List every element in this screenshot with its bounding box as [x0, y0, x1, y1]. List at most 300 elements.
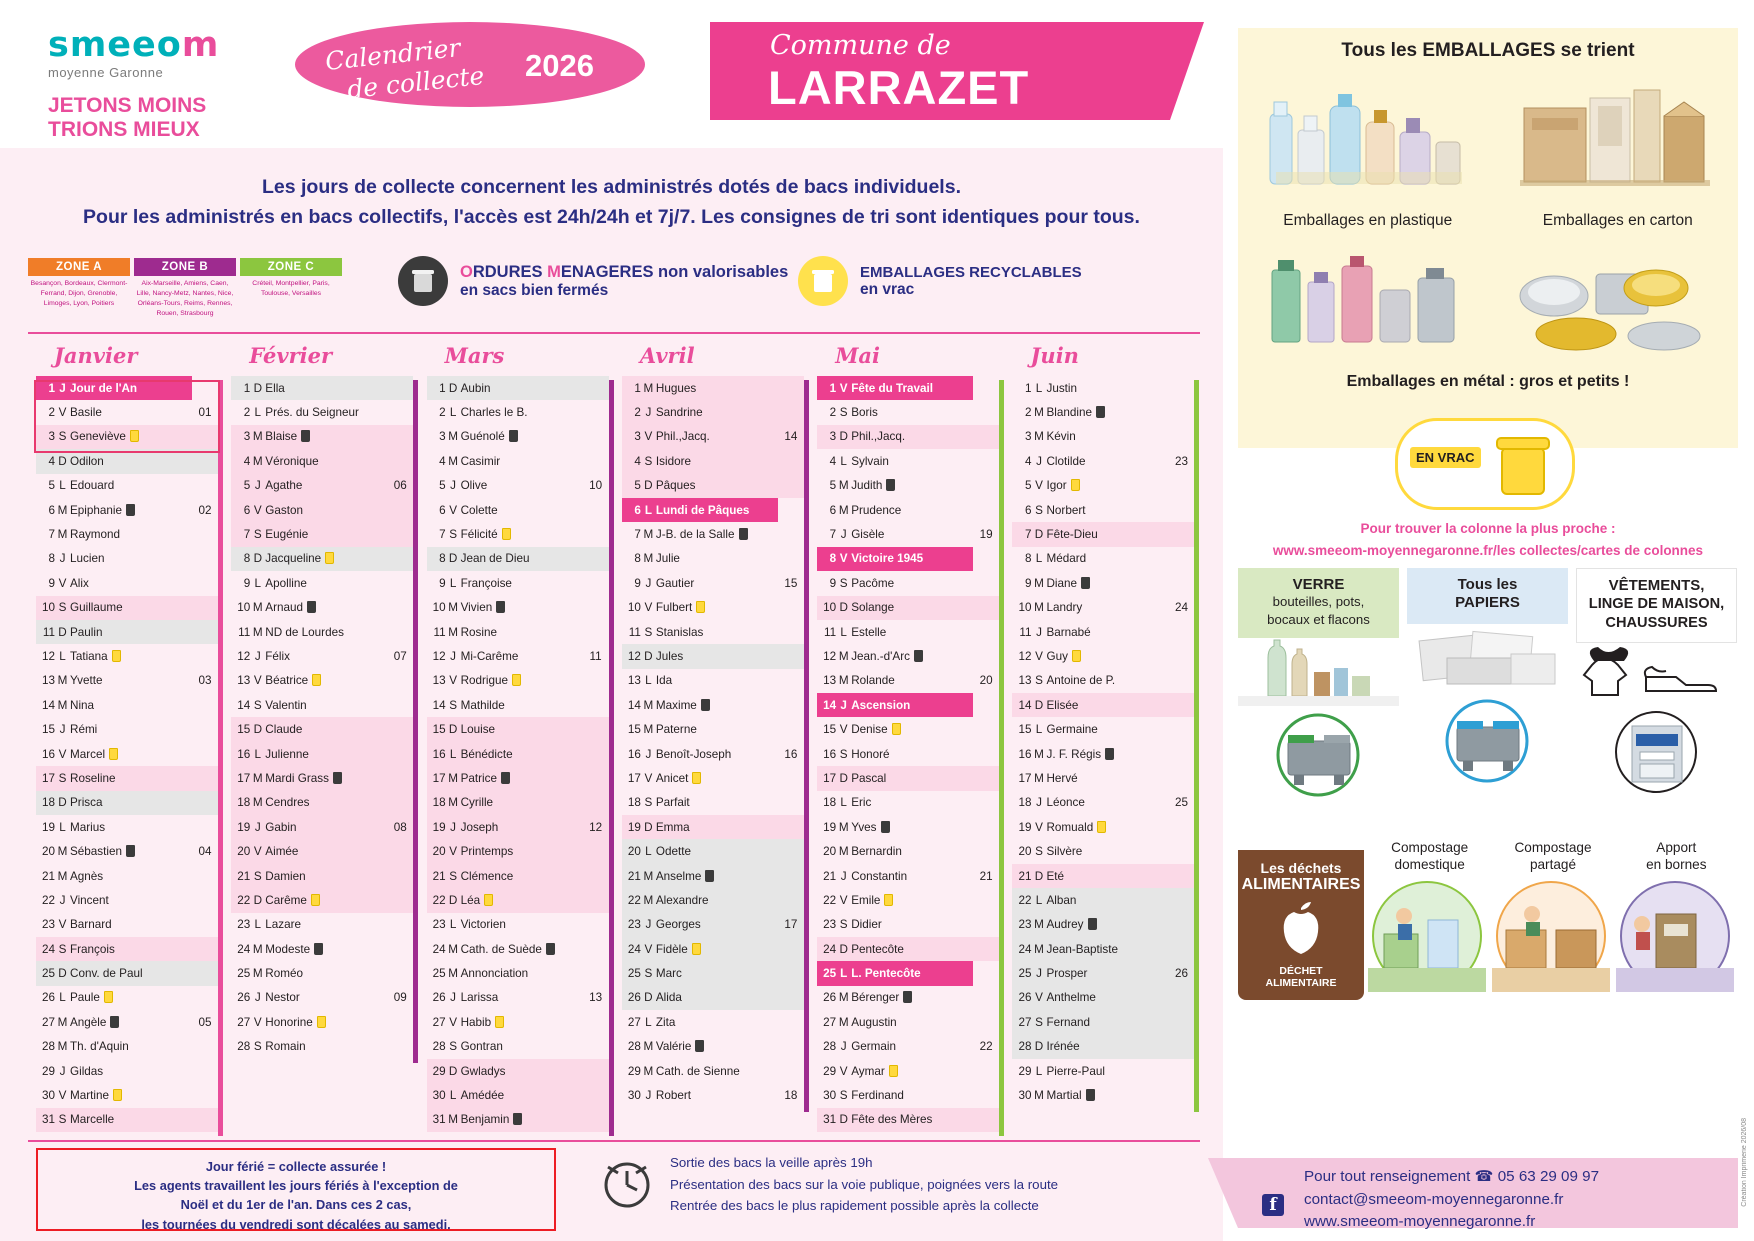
day-row[interactable] [622, 669, 804, 693]
day-letter: V [839, 1064, 848, 1078]
day-row[interactable] [622, 864, 804, 888]
day-saint-name [265, 839, 387, 863]
day-saint-name [1046, 693, 1168, 717]
day-letter: J [840, 869, 847, 883]
day-row[interactable] [36, 913, 218, 937]
day-row[interactable] [36, 888, 218, 912]
day-row[interactable] [817, 1108, 999, 1132]
black-bin-icon [1086, 1089, 1095, 1101]
day-row[interactable] [36, 791, 218, 815]
day-letter: V [1031, 986, 1046, 1010]
day-row[interactable] [1012, 376, 1194, 400]
day-row[interactable] [817, 937, 999, 961]
week-number [973, 376, 999, 400]
day-letter: L [1031, 888, 1046, 912]
day-row[interactable] [231, 1035, 413, 1059]
day-number: 22 [427, 888, 446, 912]
day-letter: J [641, 400, 656, 424]
day-number: 6 [231, 498, 250, 522]
day-row[interactable] [427, 400, 609, 424]
contact-web[interactable]: www.smeeom-moyennegaronne.fr [1304, 1213, 1536, 1230]
day-label: Roseline [70, 771, 116, 785]
card-papiers [1407, 568, 1568, 788]
day-label: Germaine [1046, 723, 1098, 737]
day-row[interactable] [817, 742, 999, 766]
day-row[interactable] [36, 474, 218, 498]
day-row[interactable] [36, 547, 218, 571]
day-row[interactable] [231, 376, 413, 400]
day-number: 14 [41, 698, 55, 712]
day-label: Hugues [655, 381, 697, 395]
day-row[interactable] [622, 693, 804, 717]
day-row[interactable] [231, 766, 413, 790]
day-row[interactable] [622, 571, 804, 595]
day-row[interactable] [36, 961, 218, 985]
day-row[interactable] [622, 986, 804, 1010]
day-row[interactable] [231, 742, 413, 766]
day-row[interactable] [231, 961, 413, 985]
contact-text [1238, 1158, 1738, 1234]
day-label: Casimir [460, 454, 501, 468]
week-number [583, 596, 609, 620]
day-row[interactable] [427, 913, 609, 937]
legend-om-title: ORDURES MENAGERES non valorisables [460, 262, 789, 281]
yellow-bin-icon [502, 528, 511, 540]
day-number: 28 [41, 1040, 55, 1054]
week-number [973, 937, 999, 961]
day-label: Rodrigue [460, 674, 509, 688]
day-row[interactable] [231, 547, 413, 571]
day-number: 20 [1018, 845, 1032, 859]
week-number [778, 986, 804, 1010]
day-saint-name [1046, 1010, 1168, 1034]
day-number: 31 [36, 1108, 55, 1132]
day-row[interactable] [36, 1059, 218, 1083]
day-row[interactable] [622, 791, 804, 815]
day-row[interactable] [1012, 474, 1194, 498]
day-row[interactable] [622, 449, 804, 473]
day-row[interactable] [36, 1108, 218, 1132]
day-row[interactable] [817, 839, 999, 863]
facebook-icon[interactable]: f [1262, 1194, 1284, 1216]
day-number: 13 [823, 674, 837, 688]
day-row[interactable] [622, 766, 804, 790]
day-row[interactable] [622, 596, 804, 620]
plastic-packaging-photo [1256, 72, 1471, 197]
day-row[interactable] [1012, 693, 1194, 717]
day-row[interactable] [817, 913, 999, 937]
day-row[interactable] [1012, 571, 1194, 595]
day-letter: D [55, 620, 70, 644]
day-row[interactable] [1012, 547, 1194, 571]
day-row[interactable] [36, 596, 218, 620]
day-row[interactable] [817, 717, 999, 741]
day-row[interactable] [1012, 815, 1194, 839]
day-row[interactable] [1012, 425, 1194, 449]
day-label: Parfait [655, 796, 690, 810]
day-row[interactable] [817, 522, 999, 546]
day-row[interactable] [817, 815, 999, 839]
legend-om-sub: en sacs bien fermés [460, 281, 609, 299]
yellow-bin-icon [325, 552, 334, 564]
yellow-bin-icon [1072, 650, 1081, 662]
day-row[interactable] [817, 547, 999, 571]
day-saint-name [1046, 986, 1168, 1010]
day-number: 1 [1024, 381, 1032, 395]
week-number [387, 839, 413, 863]
zone-c-label: ZONE C [240, 258, 342, 276]
day-letter: M [252, 601, 263, 615]
day-row[interactable] [427, 742, 609, 766]
day-row[interactable] [622, 937, 804, 961]
day-row[interactable] [36, 644, 218, 668]
day-label: Sébastien [70, 845, 122, 859]
day-row[interactable] [427, 791, 609, 815]
day-row[interactable] [817, 888, 999, 912]
calendar-badge [295, 22, 645, 107]
week-number: 21 [979, 869, 993, 883]
day-row[interactable] [231, 913, 413, 937]
day-row[interactable] [817, 1059, 999, 1083]
day-row[interactable] [1012, 644, 1194, 668]
day-row[interactable] [427, 839, 609, 863]
day-row[interactable] [622, 474, 804, 498]
day-label: Habib [460, 1015, 492, 1029]
contact-label: Pour tout renseignement [1304, 1168, 1471, 1185]
day-letter: D [836, 596, 851, 620]
day-row[interactable] [1012, 717, 1194, 741]
day-row[interactable] [231, 620, 413, 644]
day-row[interactable] [1012, 498, 1194, 522]
day-row[interactable] [817, 620, 999, 644]
day-number: 27 [432, 1015, 446, 1029]
day-row[interactable] [36, 693, 218, 717]
day-row[interactable] [1012, 449, 1194, 473]
day-row[interactable] [1012, 766, 1194, 790]
day-row[interactable] [1012, 620, 1194, 644]
day-row[interactable] [36, 498, 218, 522]
day-row[interactable] [231, 449, 413, 473]
day-row[interactable] [427, 888, 609, 912]
week-number [973, 1083, 999, 1107]
day-row[interactable] [231, 839, 413, 863]
day-row[interactable] [231, 596, 413, 620]
day-row[interactable] [427, 425, 609, 449]
day-row[interactable] [231, 693, 413, 717]
day-row[interactable] [427, 1059, 609, 1083]
day-row[interactable] [427, 1010, 609, 1034]
day-row[interactable] [36, 620, 218, 644]
day-row[interactable] [1012, 864, 1194, 888]
day-row[interactable] [36, 742, 218, 766]
day-label: Honoré [851, 747, 890, 761]
day-number: 24 [817, 937, 836, 961]
day-row[interactable] [1012, 888, 1194, 912]
day-row[interactable] [1012, 986, 1194, 1010]
day-row[interactable] [1012, 1010, 1194, 1034]
day-row[interactable] [817, 376, 999, 400]
day-row[interactable] [36, 839, 218, 863]
day-row[interactable] [817, 449, 999, 473]
day-row[interactable] [622, 961, 804, 985]
day-row[interactable] [1012, 1035, 1194, 1059]
day-letter: M [446, 766, 461, 790]
day-label: Germain [851, 1040, 897, 1054]
day-row[interactable] [1012, 937, 1194, 961]
day-label: Norbert [1046, 503, 1086, 517]
day-row[interactable] [427, 717, 609, 741]
day-row[interactable] [1012, 961, 1194, 985]
day-row[interactable] [231, 717, 413, 741]
week-number: 16 [784, 747, 798, 761]
day-row[interactable] [1012, 742, 1194, 766]
day-row[interactable] [817, 498, 999, 522]
day-number: 2 [439, 406, 446, 420]
day-number: 28 [627, 1040, 641, 1054]
day-row[interactable] [622, 1083, 804, 1107]
day-letter: L [250, 742, 265, 766]
day-row[interactable] [817, 766, 999, 790]
day-saint-name [851, 717, 973, 741]
day-row[interactable] [427, 498, 609, 522]
day-row[interactable] [622, 1010, 804, 1034]
black-bin-icon [546, 943, 555, 955]
day-row[interactable] [427, 376, 609, 400]
week-number [387, 498, 413, 522]
day-row[interactable] [622, 620, 804, 644]
day-row[interactable] [231, 644, 413, 668]
day-row[interactable] [622, 1059, 804, 1083]
day-row[interactable] [36, 1010, 218, 1034]
day-row[interactable] [231, 474, 413, 498]
day-label: Apolline [265, 576, 307, 590]
day-letter: D [641, 815, 656, 839]
bin-glyph-yellow [811, 267, 835, 295]
day-row[interactable] [36, 815, 218, 839]
day-row[interactable] [427, 522, 609, 546]
day-row[interactable] [1012, 522, 1194, 546]
day-row[interactable] [817, 693, 999, 717]
day-row[interactable] [817, 961, 999, 985]
day-row[interactable] [622, 913, 804, 937]
week-number [1168, 693, 1194, 717]
emballages-captions-1 [1238, 212, 1738, 230]
day-row[interactable] [427, 766, 609, 790]
day-row[interactable] [427, 596, 609, 620]
day-row[interactable] [231, 888, 413, 912]
day-row[interactable] [1012, 791, 1194, 815]
day-row[interactable] [1012, 839, 1194, 863]
day-row[interactable] [36, 717, 218, 741]
day-number: 3 [231, 425, 250, 449]
day-letter: L [641, 839, 656, 863]
day-row[interactable] [817, 644, 999, 668]
day-row[interactable] [1012, 400, 1194, 424]
day-label: Jour de l'An [70, 381, 138, 395]
day-row[interactable] [622, 644, 804, 668]
day-row[interactable] [622, 547, 804, 571]
day-row[interactable] [817, 791, 999, 815]
contact-email[interactable]: contact@smeeom-moyennegaronne.fr [1304, 1190, 1564, 1208]
day-row[interactable] [36, 1083, 218, 1107]
week-number [778, 693, 804, 717]
day-number: 7 [634, 528, 641, 542]
day-letter: L [840, 625, 847, 639]
day-row[interactable] [817, 1035, 999, 1059]
week-number [192, 474, 218, 498]
day-row[interactable] [231, 425, 413, 449]
brand-slogan-line1: JETONS MOINS [48, 94, 207, 117]
day-row[interactable] [427, 1035, 609, 1059]
day-label: Honorine [265, 1015, 313, 1029]
day-row[interactable] [231, 986, 413, 1010]
day-row[interactable] [231, 498, 413, 522]
day-row[interactable] [427, 1083, 609, 1107]
day-row[interactable] [231, 864, 413, 888]
day-row[interactable] [622, 376, 804, 400]
day-row[interactable] [622, 839, 804, 863]
day-saint-name [851, 620, 973, 644]
day-row[interactable] [817, 400, 999, 424]
week-number [192, 1108, 218, 1132]
week-number [778, 961, 804, 985]
day-row[interactable] [231, 815, 413, 839]
day-saint-name [851, 839, 973, 863]
day-row[interactable] [622, 522, 804, 546]
day-row[interactable] [622, 498, 804, 522]
day-row[interactable] [427, 474, 609, 498]
month-title: Juin [1030, 343, 1079, 368]
day-row[interactable] [231, 669, 413, 693]
day-saint-name [656, 376, 778, 400]
day-row[interactable] [1012, 669, 1194, 693]
contact-phone[interactable]: 05 63 29 09 97 [1497, 1168, 1600, 1185]
day-row[interactable] [231, 522, 413, 546]
day-number: 18 [36, 791, 55, 815]
day-row[interactable] [622, 717, 804, 741]
day-label: Estelle [851, 625, 887, 639]
day-row[interactable] [231, 1010, 413, 1034]
day-row[interactable] [231, 791, 413, 815]
day-number: 26 [432, 991, 446, 1005]
day-row[interactable] [427, 864, 609, 888]
week-number: 17 [778, 913, 804, 937]
day-row[interactable] [817, 1083, 999, 1107]
day-row[interactable] [36, 522, 218, 546]
day-row[interactable] [817, 864, 999, 888]
day-row[interactable] [622, 888, 804, 912]
day-label: Pascal [851, 771, 887, 785]
day-row[interactable] [231, 937, 413, 961]
day-label: Cyrille [460, 796, 494, 810]
zone-b-label: ZONE B [134, 258, 236, 276]
day-row[interactable] [427, 669, 609, 693]
day-row[interactable] [817, 425, 999, 449]
day-row[interactable] [36, 571, 218, 595]
day-label: Pierre-Paul [1046, 1064, 1105, 1078]
day-row[interactable] [817, 474, 999, 498]
day-row[interactable] [427, 547, 609, 571]
day-row[interactable] [36, 1035, 218, 1059]
day-saint-name [461, 791, 583, 815]
day-row[interactable] [1012, 1083, 1194, 1107]
week-number [583, 937, 609, 961]
day-row[interactable] [1012, 1059, 1194, 1083]
card-textile-sub2: CHAUSSURES [1605, 615, 1708, 632]
day-letter: L [446, 1083, 461, 1107]
day-row[interactable] [427, 1108, 609, 1132]
day-row[interactable] [427, 815, 609, 839]
day-label: Gisèle [851, 528, 885, 542]
day-row[interactable] [427, 620, 609, 644]
day-row[interactable] [427, 986, 609, 1010]
day-row[interactable] [817, 1010, 999, 1034]
day-row[interactable] [817, 571, 999, 595]
day-row[interactable] [427, 937, 609, 961]
day-number: 12 [622, 644, 641, 668]
day-letter: S [55, 1108, 70, 1132]
day-row[interactable] [817, 669, 999, 693]
day-number: 15 [231, 717, 250, 741]
day-number: 17 [231, 766, 250, 790]
day-row[interactable] [622, 1035, 804, 1059]
day-saint-name [265, 571, 387, 595]
day-row[interactable] [36, 766, 218, 790]
day-row[interactable] [36, 864, 218, 888]
day-label: Aymar [851, 1064, 885, 1078]
day-row[interactable] [622, 400, 804, 424]
card-verre-sub2: bocaux et flacons [1267, 611, 1370, 627]
day-saint-name [851, 742, 973, 766]
dechets-line1: Les déchets [1260, 860, 1342, 876]
day-label: Nina [70, 698, 95, 712]
holiday-note-line3: Noël et du 1er de l'an. Dans ces 2 cas, [180, 1197, 412, 1213]
day-row[interactable] [427, 571, 609, 595]
day-row[interactable] [817, 596, 999, 620]
day-letter: D [446, 717, 461, 741]
day-row[interactable] [427, 449, 609, 473]
day-row[interactable] [1012, 913, 1194, 937]
week-number [1168, 376, 1194, 400]
black-bin-icon [705, 870, 714, 882]
day-letter: L [840, 796, 847, 810]
day-row[interactable] [817, 986, 999, 1010]
day-label: Basile [70, 406, 102, 420]
day-number: 11 [36, 620, 55, 644]
day-letter: M [1031, 913, 1046, 937]
day-row[interactable] [427, 961, 609, 985]
day-row[interactable] [1012, 596, 1194, 620]
day-row[interactable] [36, 986, 218, 1010]
day-row[interactable] [231, 571, 413, 595]
day-row[interactable] [427, 644, 609, 668]
day-number: 1 [622, 376, 641, 400]
week-number [973, 693, 999, 717]
day-row[interactable] [427, 693, 609, 717]
day-saint-name [1046, 669, 1168, 693]
day-row[interactable] [622, 425, 804, 449]
day-label: Clotilde [1046, 454, 1086, 468]
week-number [387, 888, 413, 912]
day-saint-name [851, 644, 973, 668]
day-row[interactable] [622, 815, 804, 839]
week-number [583, 571, 609, 595]
day-row[interactable] [231, 400, 413, 424]
day-row[interactable] [622, 742, 804, 766]
yellow-bin-icon [109, 748, 118, 760]
day-row[interactable] [36, 669, 218, 693]
day-row[interactable] [36, 937, 218, 961]
